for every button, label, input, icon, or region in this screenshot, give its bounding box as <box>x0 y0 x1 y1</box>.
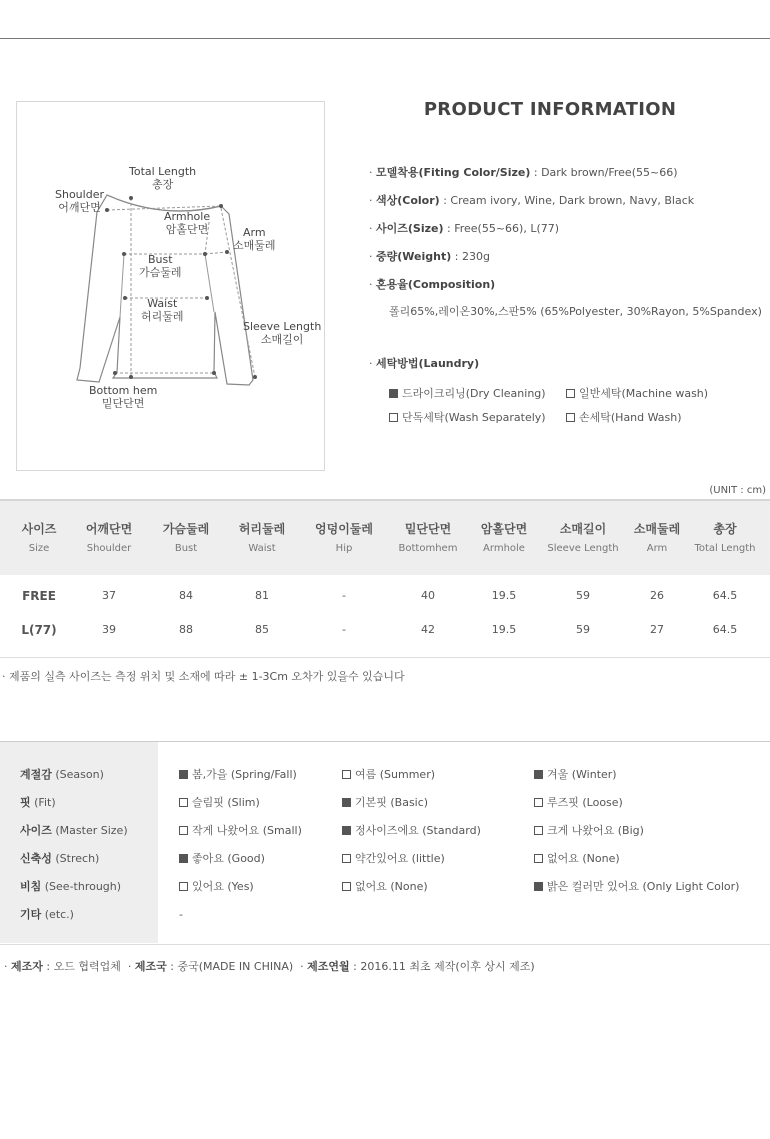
attr-option <box>179 878 254 894</box>
attr-label <box>20 850 99 866</box>
attr-option <box>534 822 644 838</box>
attr-option-text: 슬림핏 (Slim) <box>192 796 260 809</box>
size-cell: 27 <box>650 623 664 636</box>
size-cell: 85 <box>255 623 269 636</box>
size-header-en: Armhole <box>483 543 525 554</box>
attr-label-ko: 사이즈 <box>20 824 52 837</box>
attr-option-text: 크게 나왔어요 (Big) <box>547 824 644 837</box>
fitting-row: · 모델착용(Fiting Color/Size) : Dark brown/Free(55~66) <box>369 166 678 179</box>
checkbox-checked-icon <box>179 770 188 779</box>
attr-label <box>20 906 74 922</box>
attr-option-text: 루즈핏 (Loose) <box>547 796 623 809</box>
size-header-col <box>675 520 770 554</box>
checkbox-empty-icon <box>342 854 351 863</box>
attr-option-text: 좋아요 (Good) <box>192 852 265 865</box>
size-row: · 사이즈(Size) : Free(55~66), L(77) <box>369 222 560 235</box>
size-cell: 64.5 <box>712 623 738 636</box>
weight-row: · 중량(Weight) : 230g <box>369 250 490 263</box>
attr-label-ko: 신축성 <box>20 852 52 865</box>
size-header-ko: 총장 <box>713 522 737 536</box>
size-cell: 81 <box>255 589 269 602</box>
size-cell: - <box>342 589 346 602</box>
size-note: · 제품의 실측 사이즈는 측정 위치 및 소재에 따라 ± 1-3Cm 오차가 있을수 있습니다 <box>2 670 405 683</box>
attr-label-ko: 계절감 <box>20 768 52 781</box>
checkbox-empty-icon <box>534 854 543 863</box>
attr-option-text: 있어요 (Yes) <box>192 880 254 893</box>
attr-label-en: (Master Size) <box>55 824 128 837</box>
size-header-ko: 소매길이 <box>559 522 607 536</box>
attr-option <box>179 850 265 866</box>
size-cell: - <box>342 623 346 636</box>
attr-table-bottom-line <box>0 944 770 945</box>
size-header-ko: 허리둘레 <box>238 522 286 536</box>
checkbox-empty-icon <box>534 798 543 807</box>
attr-option-text: 정사이즈에요 (Standard) <box>355 824 481 837</box>
checkbox-empty-icon <box>342 882 351 891</box>
laundry-machine-wash: 일반세탁(Machine wash) <box>566 385 708 401</box>
size-cell: 39 <box>102 623 116 636</box>
attr-value: - <box>179 908 183 921</box>
size-header-ko: 어깨단면 <box>85 522 133 536</box>
laundry-row: · 세탁방법(Laundry) <box>369 357 480 370</box>
size-header-ko: 소매둘레 <box>633 522 681 536</box>
size-header-en: Arm <box>646 543 668 554</box>
attr-option <box>179 794 260 810</box>
size-cell: 59 <box>576 589 590 602</box>
laundry-hand-wash: 손세탁(Hand Wash) <box>566 409 682 425</box>
attr-label <box>20 822 128 838</box>
attr-option <box>534 878 739 894</box>
measurement-diagram <box>16 101 325 471</box>
size-row-label: L(77) <box>21 623 57 637</box>
garment-sketch <box>17 102 326 472</box>
unit-label: (UNIT : cm) <box>709 485 766 496</box>
size-header-ko: 가슴둘레 <box>162 522 210 536</box>
label-total-length: Total Length 총장 <box>129 165 197 191</box>
size-header-en: Sleeve Length <box>547 543 619 554</box>
label-bottom-hem: Bottom hem 밑단단면 <box>89 384 158 410</box>
attr-label <box>20 878 121 894</box>
size-table-bottom-line <box>0 657 770 658</box>
label-armhole: Armhole 암홀단면 <box>164 210 211 236</box>
attr-option <box>534 794 623 810</box>
color-row: · 색상(Color) : Cream ivory, Wine, Dark brown, Navy, Black <box>369 194 695 207</box>
attr-label <box>20 766 104 782</box>
laundry-wash-separately: 단독세탁(Wash Separately) <box>389 409 546 425</box>
size-header-en: Waist <box>248 543 276 554</box>
checkbox-empty-icon <box>179 882 188 891</box>
attr-option-text: 작게 나왔어요 (Small) <box>192 824 302 837</box>
size-header-ko: 사이즈 <box>21 522 57 536</box>
checkbox-empty-icon <box>342 770 351 779</box>
attr-option-text: 없어요 (None) <box>355 880 428 893</box>
size-cell: 19.5 <box>491 589 517 602</box>
attr-option-text: 기본핏 (Basic) <box>355 796 429 809</box>
size-cell: 19.5 <box>491 623 517 636</box>
label-sleeve-length: Sleeve Length 소매길이 <box>243 320 322 346</box>
attr-label-ko: 핏 <box>20 796 31 809</box>
size-cell: 42 <box>421 623 435 636</box>
attr-option-text: 밝은 컬러만 있어요 (Only Light Color) <box>547 880 740 893</box>
size-header-ko: 밑단단면 <box>404 522 452 536</box>
attr-label-ko: 비침 <box>20 880 42 893</box>
size-header-en: Hip <box>335 543 353 554</box>
attr-option <box>534 850 620 866</box>
size-cell: 64.5 <box>712 589 738 602</box>
size-header-en: Bottomhem <box>398 543 458 554</box>
checkbox-checked-icon <box>342 798 351 807</box>
checkbox-checked-icon <box>534 882 543 891</box>
size-cell: 37 <box>102 589 116 602</box>
attr-option <box>342 794 428 810</box>
attr-option <box>179 822 302 838</box>
attr-option-text: 약간있어요 (little) <box>355 852 445 865</box>
attr-option <box>342 850 445 866</box>
checkbox-empty-icon <box>179 826 188 835</box>
attr-option <box>342 878 428 894</box>
checkbox-checked-icon <box>179 854 188 863</box>
size-cell: 26 <box>650 589 664 602</box>
laundry-dry-cleaning: 드라이크리닝(Dry Cleaning) <box>389 385 546 401</box>
attr-option <box>342 822 481 838</box>
attr-label-en: (etc.) <box>44 908 74 921</box>
attr-label <box>20 794 56 810</box>
checkbox-empty-icon <box>534 826 543 835</box>
size-cell: 84 <box>179 589 193 602</box>
attr-option-text: 봄,가을 (Spring/Fall) <box>192 768 297 781</box>
top-divider <box>0 38 770 39</box>
size-cell: 59 <box>576 623 590 636</box>
checkbox-empty-icon <box>566 389 575 398</box>
size-cell: 40 <box>421 589 435 602</box>
size-header-en: Shoulder <box>86 543 132 554</box>
attr-option <box>179 766 297 782</box>
attr-option <box>534 766 617 782</box>
size-cell: 88 <box>179 623 193 636</box>
attr-option-text: 겨울 (Winter) <box>547 768 617 781</box>
checkbox-checked-icon <box>534 770 543 779</box>
attr-label-en: (Strech) <box>55 852 100 865</box>
size-header-ko: 암홀단면 <box>480 522 528 536</box>
size-header-ko: 엉덩이둘레 <box>315 522 373 536</box>
attr-option <box>342 766 435 782</box>
label-waist: Waist 허리둘레 <box>141 297 184 323</box>
attr-label-ko: 기타 <box>20 908 42 921</box>
attr-option-text: 없어요 (None) <box>547 852 620 865</box>
checkbox-checked-icon <box>389 389 398 398</box>
label-bust: Bust 가슴둘레 <box>139 253 182 279</box>
manufacturer-footer: · 제조자 : 오드 협력업체 · 제조국 : 중국(MADE IN CHINA) · 제조연월 : 2016.11 최초 제작(이후 상시 제조) <box>4 960 535 973</box>
label-shoulder: Shoulder 어깨단면 <box>55 188 104 214</box>
attr-label-en: (Season) <box>55 768 104 781</box>
product-info-title: PRODUCT INFORMATION <box>423 99 677 120</box>
size-header-en: Size <box>28 543 50 554</box>
size-header-en: Bust <box>174 543 198 554</box>
attr-option-text: 여름 (Summer) <box>355 768 436 781</box>
composition-value: 폴리65%,레이온30%,스판5% (65%Polyester, 30%Rayon, 5%Spandex) <box>389 305 762 318</box>
composition-row: · 혼용율(Composition) <box>369 278 496 291</box>
checkbox-checked-icon <box>342 826 351 835</box>
label-arm: Arm 소매둘레 <box>233 226 276 252</box>
checkbox-empty-icon <box>566 413 575 422</box>
attr-label-en: (Fit) <box>34 796 56 809</box>
checkbox-empty-icon <box>179 798 188 807</box>
size-row-label: FREE <box>22 589 56 603</box>
attr-label-en: (See-through) <box>44 880 122 893</box>
size-header-en: Total Length <box>694 543 756 554</box>
checkbox-empty-icon <box>389 413 398 422</box>
